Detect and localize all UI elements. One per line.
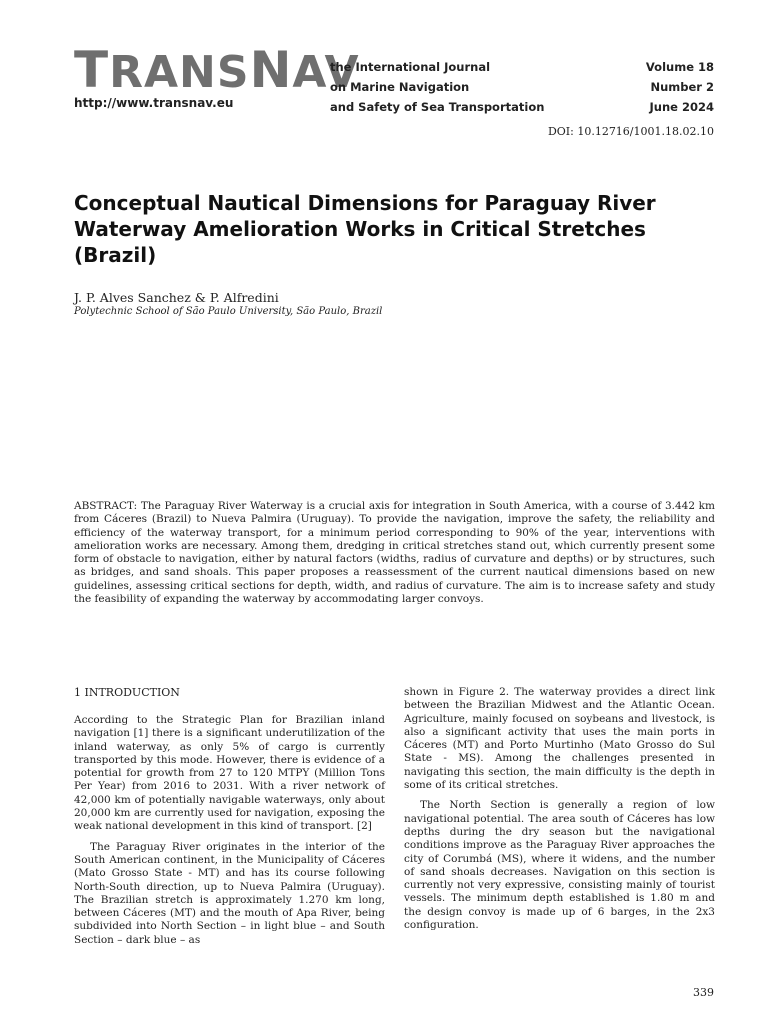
left-column — [74, 714, 385, 954]
issue-date: June 2024 — [649, 100, 714, 114]
logo-cap-t: T — [74, 41, 110, 99]
abstract: ABSTRACT: The Paraguay River Waterway is a crucial axis for integration in South America, with a course of 3.442 km from Cáceres (Brazil) to Nueva Palmira (Uruguay). To provide the navigation, improve the safety, the reliability and efficiency of the waterway transport, for a minimum period corresponding to 90% of the year, interventions with amelioration works are necessary. Among them, dredging in critical stretches stand out, which currently present some form of obstacle to navigation, either by natural factors (widths, radius of curvature and depths) or by structures, such as bridges, and sand shoals. This paper proposes a reassessment of the current nautical dimensions based on new guidelines, assessing critical sections for depth, width, and radius of curvature. The aim is to increase safety and study the feasibility of expanding the waterway by accommodating larger convoys. — [74, 500, 715, 606]
journal-name — [330, 57, 544, 117]
journal-line-1: the International Journal — [330, 60, 491, 74]
logo-rest-av: AV — [292, 47, 360, 98]
transnav-logo — [74, 41, 360, 99]
paragraph: The North Section is generally a region of low navigational potential. The area south of Cáceres has low depths during the dry season but the navigational conditions improve as the Paraguay River approaches the city of Corumbá (MS), where it widens, and the number of sand shoals decreases. Navigation on this section is currently not very expressive, consisting mainly of tourist vessels. The minimum depth established is 1.80 m and the design convoy is made up of 6 barges, in the 2x3 configuration. — [404, 799, 715, 932]
journal-url[interactable]: http://www.transnav.eu — [74, 96, 234, 110]
paragraph: The Paraguay River originates in the interior of the South American continent, in the Municipality of Cáceres (Mato Grosso State - MT) and has its course following North-South direction, up to Nueva Palmira (Uruguay). The Brazilian stretch is approximately 1.270 km long, between Cáceres (MT) and the mouth of Apa River, being subdivided into North Section – in light blue – and South Section – dark blue – as — [74, 840, 385, 946]
logo-cap-n: N — [249, 41, 293, 99]
article-title: Conceptual Nautical Dimensions for Paraguay River Waterway Amelioration Works in Critical Stretches (Brazil) — [74, 191, 656, 267]
section-heading: 1 INTRODUCTION — [74, 686, 180, 699]
affiliation: Polytechnic School of São Paulo University, São Paulo, Brazil — [74, 306, 383, 317]
logo-rest-rans: RANS — [109, 47, 250, 98]
page-number: 339 — [693, 986, 714, 999]
issue-info — [646, 57, 714, 117]
volume: Volume 18 — [645, 60, 714, 74]
journal-line-3: and Safety of Sea Transportation — [330, 100, 545, 114]
paragraph: shown in Figure 2. The waterway provides a direct link between the Brazilian Midwest and the Atlantic Ocean. Agriculture, mainly focused on soybeans and livestock, is also a significant activity that uses the main ports in Cáceres (MT) and Porto Murtinho (Mato Grosso do Sul State - MS). Among the challenges presented in navigating this section, the main difficulty is the depth in some of its critical stretches. — [404, 686, 715, 792]
right-column — [404, 686, 715, 939]
paragraph: According to the Strategic Plan for Brazilian inland navigation [1] there is a significant underutilization of the inland waterway, as only 5% of cargo is currently transported by this mode. However, there is evidence of a potential for growth from 27 to 120 MTPY (Million Tons Per Year) from 2016 to 2031. With a river network of 42,000 km of potentially navigable waterways, only about 20,000 km are currently used for navigation, exposing the weak national development in this kind of transport. [2] — [74, 714, 385, 833]
authors: J. P. Alves Sanchez & P. Alfredini — [74, 290, 279, 305]
doi: DOI: 10.12716/1001.18.02.10 — [547, 125, 714, 138]
issue-number: Number 2 — [650, 80, 714, 94]
journal-line-2: on Marine Navigation — [330, 80, 470, 94]
